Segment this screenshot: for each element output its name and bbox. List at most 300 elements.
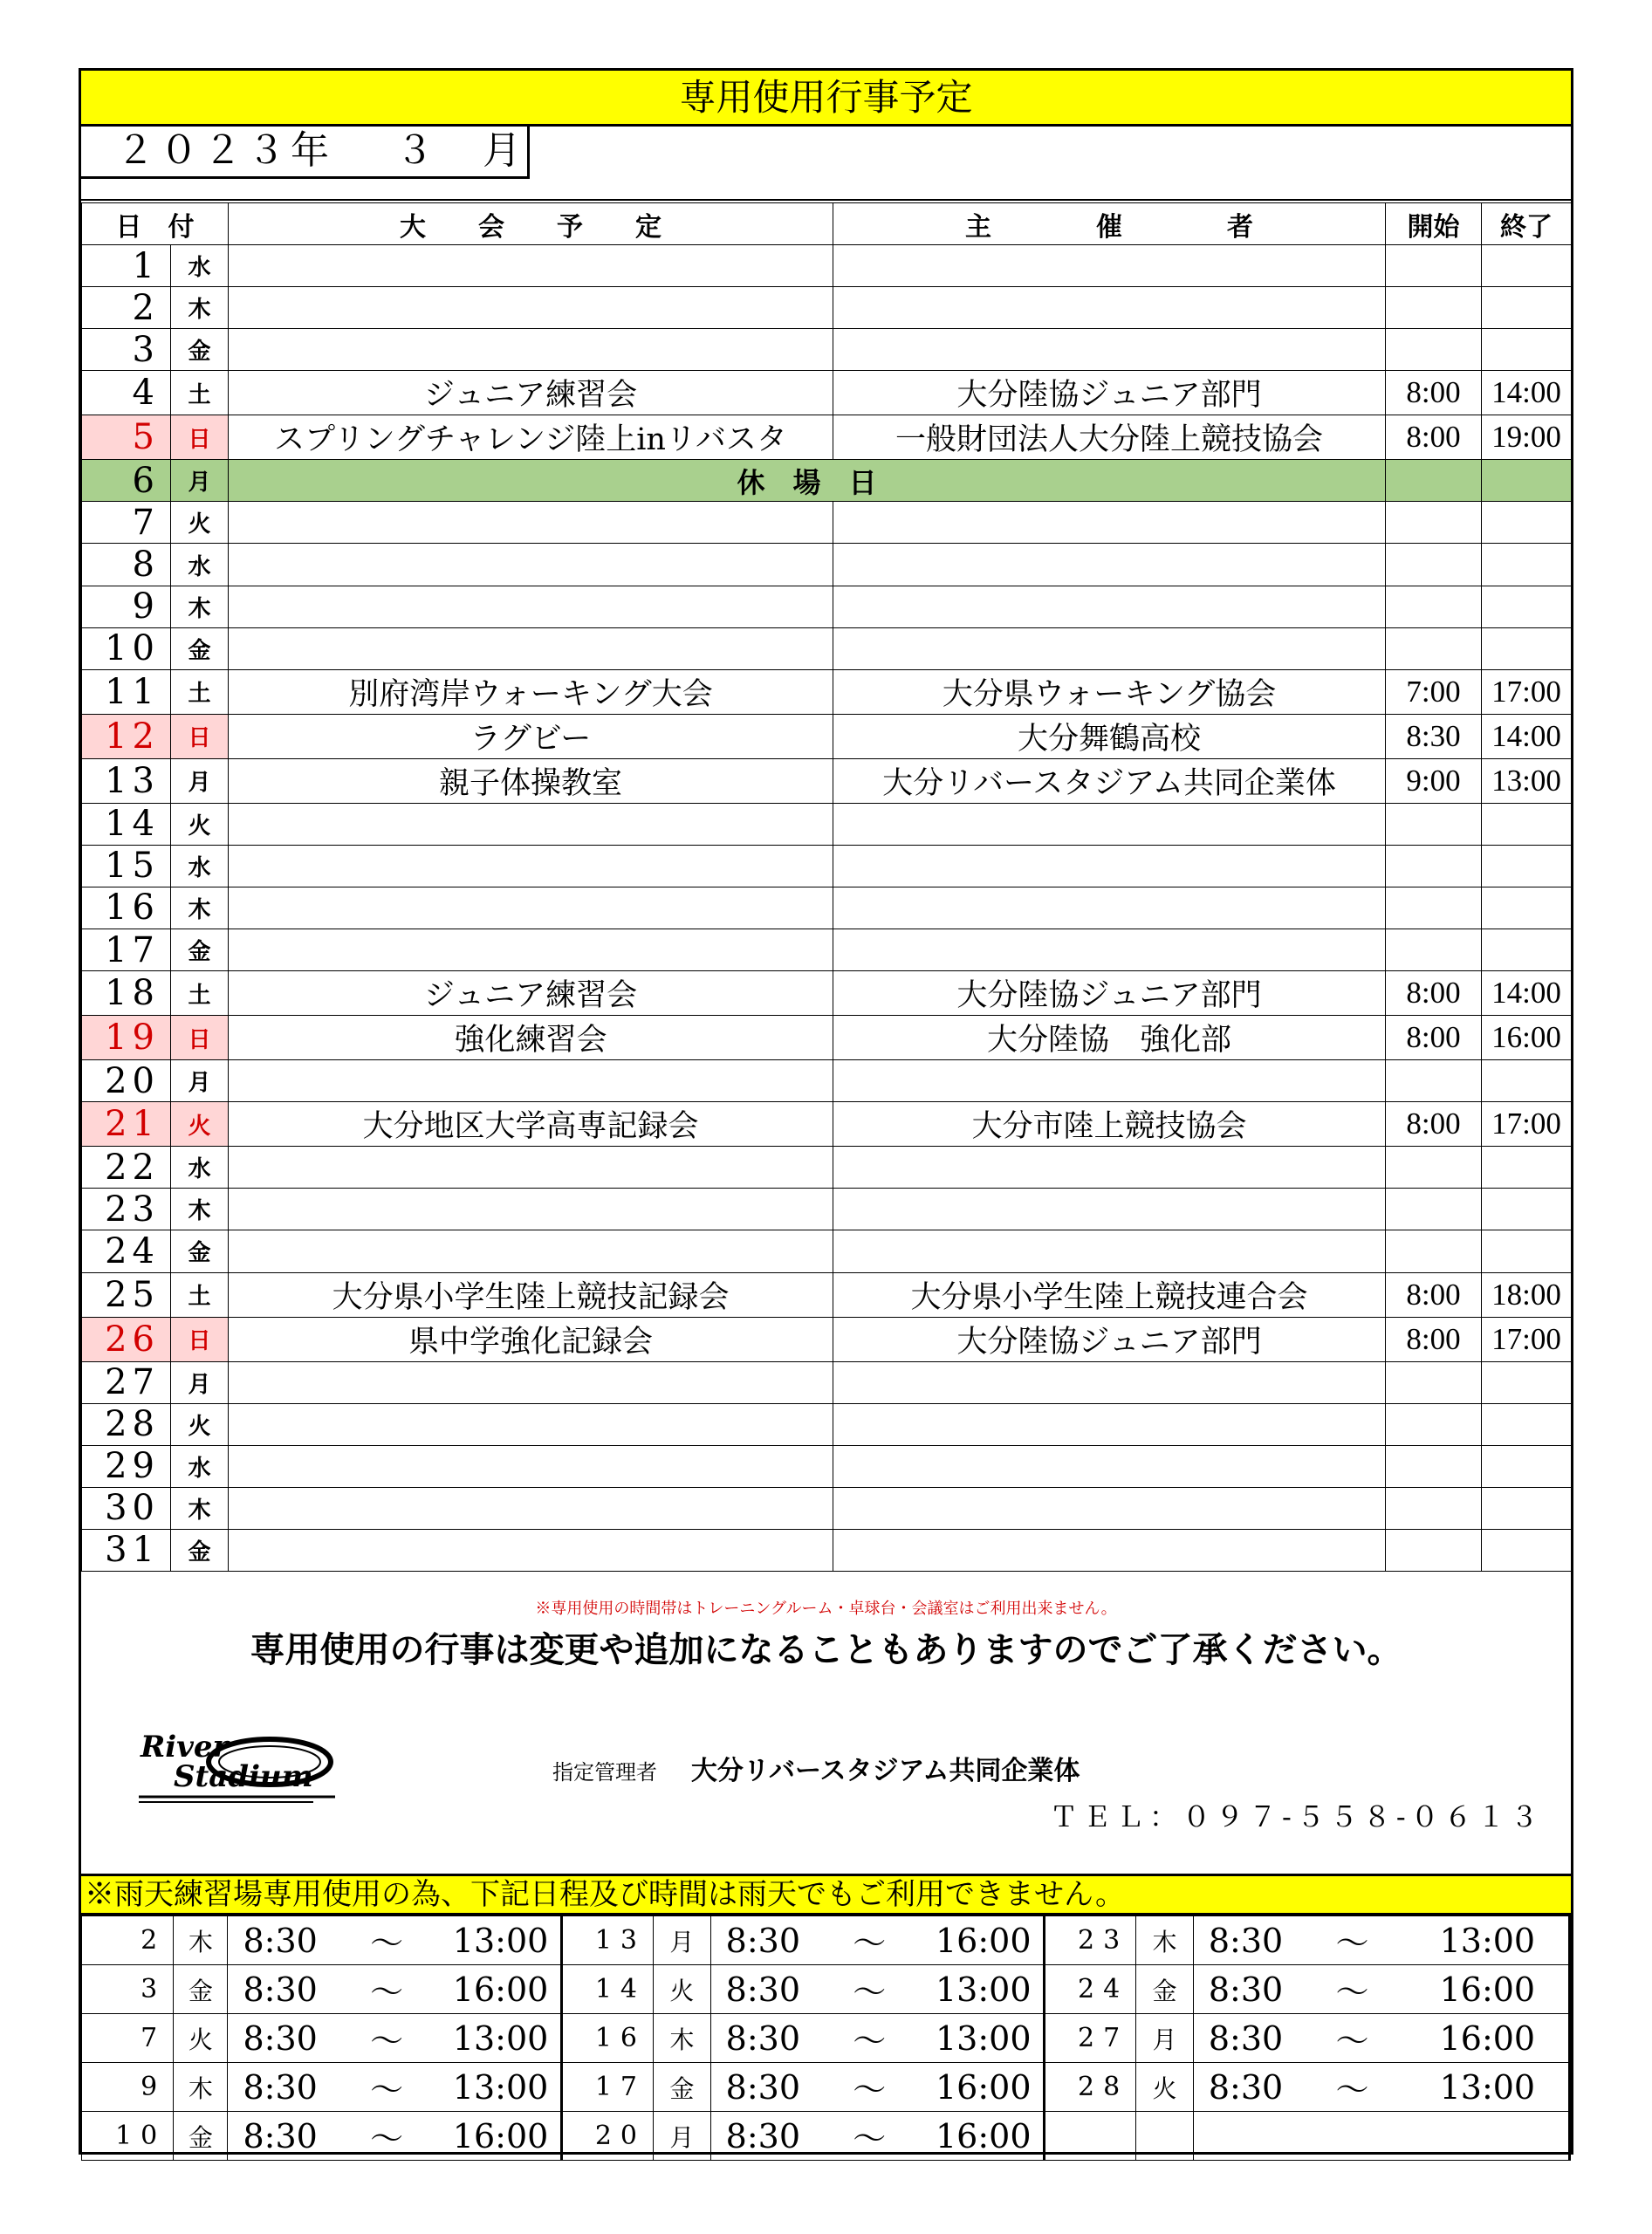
day-number: 4 — [82, 371, 171, 415]
day-number: 5 — [82, 415, 171, 460]
end-time: 18:00 — [1482, 1272, 1572, 1317]
event-name: ジュニア練習会 — [229, 971, 833, 1016]
organizer — [833, 1445, 1386, 1487]
rain-weekday: 木 — [174, 2063, 228, 2112]
rain-start: 8:30 — [228, 1965, 332, 2014]
day-number: 25 — [82, 1272, 171, 1317]
end-time: 13:00 — [1482, 758, 1572, 803]
organizer — [833, 845, 1386, 887]
event-name: ラグビー — [229, 714, 833, 758]
day-number: 10 — [82, 627, 171, 669]
start-time — [1386, 502, 1482, 544]
table-row — [82, 887, 1572, 929]
event-name — [229, 544, 833, 586]
rain-start: 8:30 — [710, 2112, 815, 2161]
table-row — [82, 1230, 1572, 1272]
day-number: 24 — [82, 1230, 171, 1272]
weekday: 日 — [171, 1317, 229, 1361]
rain-day: 16 — [561, 2014, 653, 2063]
rain-weekday: 金 — [174, 2112, 228, 2161]
weekday: 木 — [171, 887, 229, 929]
rain-start: 8:30 — [1193, 2014, 1298, 2063]
weekday: 水 — [171, 845, 229, 887]
day-number: 3 — [82, 329, 171, 371]
start-time: 8:30 — [1386, 714, 1482, 758]
table-row — [82, 627, 1572, 669]
end-time — [1482, 586, 1572, 627]
event-name — [229, 1230, 833, 1272]
rain-start: 8:30 — [228, 2014, 332, 2063]
table-row — [82, 669, 1572, 714]
day-number: 28 — [82, 1403, 171, 1445]
end-time — [1482, 1189, 1572, 1230]
organizer: 大分陸協ジュニア部門 — [833, 371, 1386, 415]
weekday: 火 — [171, 803, 229, 845]
weekday: 木 — [171, 287, 229, 329]
rain-end: 16:00 — [441, 1965, 561, 2014]
rain-weekday: 木 — [1136, 1916, 1194, 1965]
rain-day: 2 — [82, 1916, 174, 1965]
rain-weekday: 木 — [654, 2014, 711, 2063]
organizer: 大分リバースタジアム共同企業体 — [833, 758, 1386, 803]
end-time: 14:00 — [1482, 714, 1572, 758]
table-row — [82, 1487, 1572, 1529]
weekday: 金 — [171, 1230, 229, 1272]
rain-tilde: 〜 — [332, 1965, 441, 2014]
end-time: 14:00 — [1482, 371, 1572, 415]
table-row — [82, 415, 1572, 460]
weekday: 土 — [171, 1272, 229, 1317]
start-time: 8:00 — [1386, 971, 1482, 1016]
organizer — [833, 1529, 1386, 1571]
start-time — [1386, 329, 1482, 371]
rain-weekday: 金 — [174, 1965, 228, 2014]
rain-day — [1045, 2112, 1136, 2161]
start-time: 8:00 — [1386, 1016, 1482, 1060]
table-row — [82, 460, 1572, 502]
rain-weekday — [1136, 2112, 1194, 2161]
table-row — [82, 758, 1572, 803]
rain-tilde: 〜 — [1298, 1965, 1406, 2014]
day-number: 15 — [82, 845, 171, 887]
day-number: 17 — [82, 929, 171, 971]
table-row — [82, 1403, 1572, 1445]
end-time — [1482, 929, 1572, 971]
weekday: 火 — [171, 502, 229, 544]
rain-tilde: 〜 — [332, 2063, 441, 2112]
weekday: 日 — [171, 714, 229, 758]
table-row — [82, 1272, 1572, 1317]
end-time — [1482, 502, 1572, 544]
end-time: 19:00 — [1482, 415, 1572, 460]
rain-tilde: 〜 — [1298, 2063, 1406, 2112]
day-number: 13 — [82, 758, 171, 803]
rain-end: 16:00 — [924, 1916, 1045, 1965]
start-time — [1386, 929, 1482, 971]
empty-cell — [1193, 2112, 1569, 2161]
table-row — [82, 329, 1572, 371]
end-time — [1482, 1403, 1572, 1445]
day-number: 26 — [82, 1317, 171, 1361]
rain-start: 8:30 — [228, 2112, 332, 2161]
header-event: 大 会 予 定 — [229, 203, 833, 245]
schedule-table — [81, 202, 1572, 1572]
table-header-row — [82, 203, 1572, 245]
rain-tilde: 〜 — [1298, 1916, 1406, 1965]
organizer: 大分県ウォーキング協会 — [833, 669, 1386, 714]
rain-weekday: 火 — [1136, 2063, 1194, 2112]
table-row — [82, 971, 1572, 1016]
start-time — [1386, 1487, 1482, 1529]
rain-tilde: 〜 — [815, 2112, 923, 2161]
year-month: ２０２３年 ３ 月 — [81, 127, 530, 179]
weekday: 火 — [171, 1102, 229, 1147]
weekday: 水 — [171, 1445, 229, 1487]
rain-day: 20 — [561, 2112, 653, 2161]
rain-tilde: 〜 — [1298, 2014, 1406, 2063]
day-number: 19 — [82, 1016, 171, 1060]
usage-note: ※専用使用の時間帯はトレーニングルーム・卓球台・会議室はご利用出来ません。 — [535, 1600, 1117, 1618]
rain-row — [82, 1916, 1570, 1965]
end-time — [1482, 1361, 1572, 1403]
rain-end: 13:00 — [441, 2063, 561, 2112]
table-row — [82, 929, 1572, 971]
start-time: 8:00 — [1386, 371, 1482, 415]
start-time: 9:00 — [1386, 758, 1482, 803]
rain-tilde: 〜 — [815, 2014, 923, 2063]
end-time: 17:00 — [1482, 1102, 1572, 1147]
organizer — [833, 1230, 1386, 1272]
rain-day: 10 — [82, 2112, 174, 2161]
start-time — [1386, 1147, 1482, 1189]
table-row — [82, 1361, 1572, 1403]
rain-end: 13:00 — [1407, 2063, 1570, 2112]
change-notice: 専用使用の行事は変更や追加になることもありますのでご了承ください。 — [250, 1629, 1402, 1670]
day-number: 20 — [82, 1060, 171, 1102]
weekday: 木 — [171, 586, 229, 627]
notes-section — [81, 1596, 1571, 1874]
event-name — [229, 287, 833, 329]
organizer — [833, 245, 1386, 287]
table-row — [82, 1445, 1572, 1487]
start-time — [1386, 627, 1482, 669]
start-time — [1386, 544, 1482, 586]
event-name — [229, 1189, 833, 1230]
rain-tilde: 〜 — [815, 1965, 923, 2014]
weekday: 金 — [171, 1529, 229, 1571]
header-date: 日 付 — [82, 203, 229, 245]
end-time: 14:00 — [1482, 971, 1572, 1016]
rain-day: 9 — [82, 2063, 174, 2112]
organizer — [833, 502, 1386, 544]
rain-day: 3 — [82, 1965, 174, 2014]
organizer — [833, 586, 1386, 627]
header-end: 終了 — [1482, 203, 1572, 245]
start-time — [1386, 460, 1482, 502]
organizer: 一般財団法人大分陸上競技協会 — [833, 415, 1386, 460]
manager — [552, 1749, 1080, 1787]
start-time — [1386, 1189, 1482, 1230]
rain-end: 13:00 — [924, 1965, 1045, 2014]
event-name: 強化練習会 — [229, 1016, 833, 1060]
manager-label: 指定管理者 — [552, 1760, 657, 1785]
table-row — [82, 1189, 1572, 1230]
weekday: 木 — [171, 1487, 229, 1529]
start-time — [1386, 1529, 1482, 1571]
event-name — [229, 1445, 833, 1487]
organizer: 大分舞鶴高校 — [833, 714, 1386, 758]
rain-end: 16:00 — [924, 2112, 1045, 2161]
organizer — [833, 287, 1386, 329]
weekday: 月 — [171, 1060, 229, 1102]
event-name — [229, 586, 833, 627]
rain-day: 14 — [561, 1965, 653, 2014]
header-organizer: 主 催 者 — [833, 203, 1386, 245]
day-number: 31 — [82, 1529, 171, 1571]
weekday: 水 — [171, 245, 229, 287]
rain-row — [82, 2014, 1570, 2063]
event-name: 大分地区大学高専記録会 — [229, 1102, 833, 1147]
rain-day: 13 — [561, 1916, 653, 1965]
end-time — [1482, 803, 1572, 845]
rain-schedule-table — [81, 1915, 1571, 2161]
organizer — [833, 1487, 1386, 1529]
weekday: 水 — [171, 1147, 229, 1189]
end-time: 17:00 — [1482, 1317, 1572, 1361]
end-time — [1482, 1487, 1572, 1529]
table-row — [82, 714, 1572, 758]
rain-start: 8:30 — [710, 2014, 815, 2063]
day-number: 18 — [82, 971, 171, 1016]
rain-end: 16:00 — [1407, 1965, 1570, 2014]
rain-start: 8:30 — [1193, 1916, 1298, 1965]
rain-end: 13:00 — [441, 2014, 561, 2063]
start-time — [1386, 1361, 1482, 1403]
rain-end: 13:00 — [1407, 1916, 1570, 1965]
table-row — [82, 586, 1572, 627]
day-number: 8 — [82, 544, 171, 586]
rain-day: 17 — [561, 2063, 653, 2112]
end-time — [1482, 329, 1572, 371]
table-row — [82, 1060, 1572, 1102]
organizer — [833, 1189, 1386, 1230]
organizer — [833, 929, 1386, 971]
rain-end: 16:00 — [1407, 2014, 1570, 2063]
start-time — [1386, 1403, 1482, 1445]
start-time — [1386, 287, 1482, 329]
organizer — [833, 887, 1386, 929]
event-name — [229, 1060, 833, 1102]
organizer: 大分陸協 強化部 — [833, 1016, 1386, 1060]
start-time — [1386, 803, 1482, 845]
rain-day: 7 — [82, 2014, 174, 2063]
organizer — [833, 1403, 1386, 1445]
event-name — [229, 803, 833, 845]
event-name — [229, 1403, 833, 1445]
organizer: 大分市陸上競技協会 — [833, 1102, 1386, 1147]
rain-start: 8:30 — [228, 1916, 332, 1965]
day-number: 22 — [82, 1147, 171, 1189]
start-time — [1386, 245, 1482, 287]
rain-start: 8:30 — [228, 2063, 332, 2112]
end-time — [1482, 1529, 1572, 1571]
divider — [81, 199, 1571, 201]
table-row — [82, 803, 1572, 845]
rain-start: 8:30 — [1193, 1965, 1298, 2014]
rain-start: 8:30 — [710, 1965, 815, 2014]
rain-start: 8:30 — [710, 2063, 815, 2112]
table-row — [82, 1016, 1572, 1060]
table-row — [82, 544, 1572, 586]
table-row — [82, 287, 1572, 329]
end-time — [1482, 845, 1572, 887]
event-name: 県中学強化記録会 — [229, 1317, 833, 1361]
organizer — [833, 1147, 1386, 1189]
day-number: 23 — [82, 1189, 171, 1230]
rain-row — [82, 2112, 1570, 2161]
organizer — [833, 803, 1386, 845]
rain-tilde: 〜 — [332, 1916, 441, 1965]
start-time: 8:00 — [1386, 415, 1482, 460]
start-time — [1386, 1060, 1482, 1102]
table-row — [82, 1529, 1572, 1571]
end-time — [1482, 1230, 1572, 1272]
rain-end: 16:00 — [441, 2112, 561, 2161]
event-name — [229, 329, 833, 371]
event-name: 親子体操教室 — [229, 758, 833, 803]
day-number: 9 — [82, 586, 171, 627]
rain-end: 13:00 — [924, 2014, 1045, 2063]
end-time — [1482, 1060, 1572, 1102]
end-time — [1482, 544, 1572, 586]
rain-weekday: 金 — [654, 2063, 711, 2112]
day-number: 12 — [82, 714, 171, 758]
organizer — [833, 1060, 1386, 1102]
table-row — [82, 1102, 1572, 1147]
rain-weekday: 月 — [654, 2112, 711, 2161]
header-start: 開始 — [1386, 203, 1482, 245]
organizer: 大分県小学生陸上競技連合会 — [833, 1272, 1386, 1317]
svg-text:Stadium: Stadium — [174, 1759, 313, 1794]
weekday: 日 — [171, 1016, 229, 1060]
weekday: 土 — [171, 971, 229, 1016]
event-name: ジュニア練習会 — [229, 371, 833, 415]
telephone: ＴＥＬ：０９７-５５８-０６１３ — [1050, 1800, 1544, 1833]
day-number: 2 — [82, 287, 171, 329]
weekday: 月 — [171, 758, 229, 803]
weekday: 金 — [171, 929, 229, 971]
event-name — [229, 1147, 833, 1189]
weekday: 金 — [171, 329, 229, 371]
start-time: 8:00 — [1386, 1272, 1482, 1317]
event-name: スプリングチャレンジ陸上inリバスタ — [229, 415, 833, 460]
rain-weekday: 金 — [1136, 1965, 1194, 2014]
table-row — [82, 371, 1572, 415]
event-name — [229, 502, 833, 544]
organizer — [833, 329, 1386, 371]
day-number: 7 — [82, 502, 171, 544]
rain-start: 8:30 — [1193, 2063, 1298, 2112]
event-name — [229, 627, 833, 669]
organizer — [833, 627, 1386, 669]
day-number: 14 — [82, 803, 171, 845]
rain-start: 8:30 — [710, 1916, 815, 1965]
weekday: 金 — [171, 627, 229, 669]
rain-end: 16:00 — [924, 2063, 1045, 2112]
rain-weekday: 月 — [1136, 2014, 1194, 2063]
event-name — [229, 1487, 833, 1529]
schedule-document — [79, 68, 1573, 2158]
rain-tilde: 〜 — [815, 1916, 923, 1965]
rain-tilde: 〜 — [332, 2014, 441, 2063]
rain-weekday: 木 — [174, 1916, 228, 1965]
river-stadium-logo — [139, 1725, 339, 1804]
rain-weekday: 月 — [654, 1916, 711, 1965]
start-time — [1386, 845, 1482, 887]
event-name — [229, 845, 833, 887]
rain-tilde: 〜 — [815, 2063, 923, 2112]
start-time — [1386, 1230, 1482, 1272]
weekday: 月 — [171, 460, 229, 502]
rain-row — [82, 2063, 1570, 2112]
rain-tilde: 〜 — [332, 2112, 441, 2161]
end-time — [1482, 245, 1572, 287]
rain-day: 24 — [1045, 1965, 1136, 2014]
rain-day: 23 — [1045, 1916, 1136, 1965]
event-name — [229, 1361, 833, 1403]
rain-day: 27 — [1045, 2014, 1136, 2063]
rain-notice-title: ※雨天練習場専用使用の為、下記日程及び時間は雨天でもご利用できません。 — [81, 1874, 1571, 1915]
event-name: 別府湾岸ウォーキング大会 — [229, 669, 833, 714]
rain-row — [82, 1965, 1570, 2014]
table-row — [82, 245, 1572, 287]
organizer: 大分陸協ジュニア部門 — [833, 971, 1386, 1016]
day-number: 11 — [82, 669, 171, 714]
table-row — [82, 845, 1572, 887]
start-time — [1386, 1445, 1482, 1487]
event-name — [229, 929, 833, 971]
end-time — [1482, 627, 1572, 669]
event-name: 大分県小学生陸上競技記録会 — [229, 1272, 833, 1317]
weekday: 水 — [171, 544, 229, 586]
start-time: 7:00 — [1386, 669, 1482, 714]
rain-weekday: 火 — [654, 1965, 711, 2014]
event-name — [229, 1529, 833, 1571]
start-time — [1386, 586, 1482, 627]
end-time — [1482, 1147, 1572, 1189]
event-name — [229, 887, 833, 929]
end-time — [1482, 460, 1572, 502]
day-number: 21 — [82, 1102, 171, 1147]
day-number: 27 — [82, 1361, 171, 1403]
end-time: 16:00 — [1482, 1016, 1572, 1060]
table-row — [82, 502, 1572, 544]
day-number: 30 — [82, 1487, 171, 1529]
svg-text:River: River — [141, 1730, 229, 1765]
weekday: 火 — [171, 1403, 229, 1445]
day-number: 6 — [82, 460, 171, 502]
rain-weekday: 火 — [174, 2014, 228, 2063]
weekday: 日 — [171, 415, 229, 460]
end-time — [1482, 287, 1572, 329]
start-time: 8:00 — [1386, 1317, 1482, 1361]
end-time: 17:00 — [1482, 669, 1572, 714]
end-time — [1482, 887, 1572, 929]
manager-org: 大分リバースタジアム共同企業体 — [690, 1756, 1080, 1786]
organizer — [833, 1361, 1386, 1403]
start-time — [1386, 887, 1482, 929]
rain-end: 13:00 — [441, 1916, 561, 1965]
